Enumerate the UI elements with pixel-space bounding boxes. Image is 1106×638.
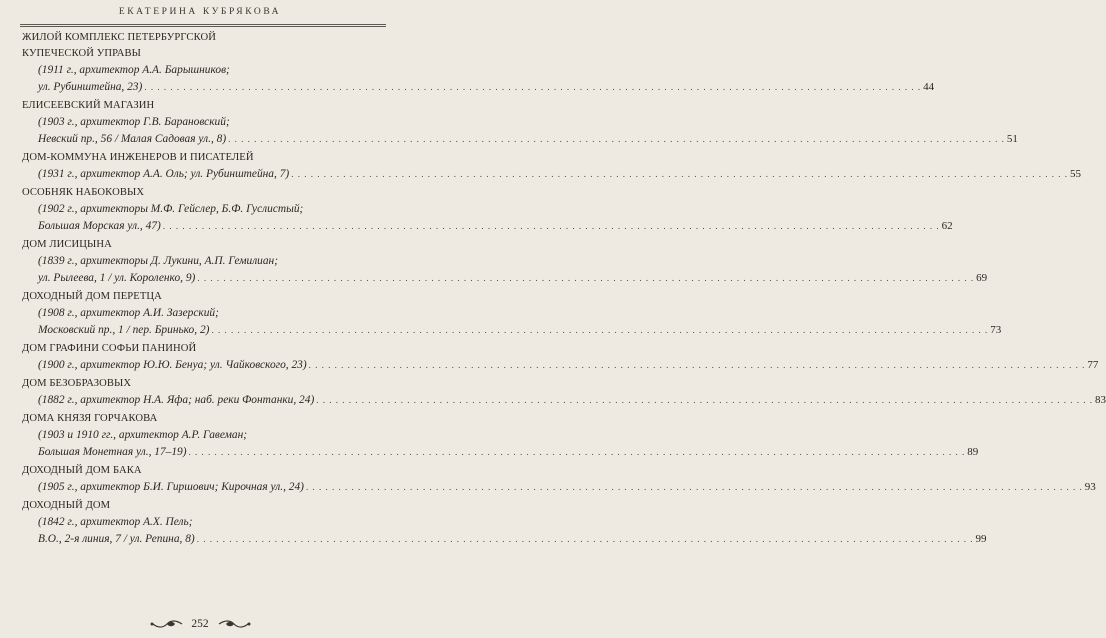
toc-page-number: 73 [990, 324, 1002, 336]
toc-entry [22, 498, 987, 548]
toc-page-number: 55 [1069, 168, 1081, 180]
toc-entry-title [22, 98, 386, 114]
toc-page-number: 62 [941, 220, 953, 232]
title-line: ЖИЛОЙ КОМПЛЕКС ПЕТЕРБУРГСКОЙ [22, 32, 216, 43]
detail-line: Большая Монетная ул., 17–19) [38, 446, 187, 458]
dot-leader: . . . . . . . . . . . . . . . . . . . . . . . . . . . . . . . . . . . . . . . . . . . . . . . . . . . . . . . . . . . . . . . . . . . . . . . . . . . . . . . . . . . . . . . . . . . . . . . . . . . . . . . . . . . . . . . . . . . . . . . . [305, 482, 1083, 492]
dot-leader: . . . . . . . . . . . . . . . . . . . . . . . . . . . . . . . . . . . . . . . . . . . . . . . . . . . . . . . . . . . . . . . . . . . . . . . . . . . . . . . . . . . . . . . . . . . . . . . . . . . . . . . . . . . . . . . . . . . . . . . . [144, 82, 922, 92]
page-number: 252 [191, 618, 209, 631]
toc-entry-details [22, 62, 935, 96]
title-line: КУПЕЧЕСКОЙ УПРАВЫ [22, 48, 141, 59]
toc-entry-title [22, 498, 386, 514]
dot-leader: . . . . . . . . . . . . . . . . . . . . . . . . . . . . . . . . . . . . . . . . . . . . . . . . . . . . . . . . . . . . . . . . . . . . . . . . . . . . . . . . . . . . . . . . . . . . . . . . . . . . . . . . . . . . . . . . . . . . . . . . [188, 447, 966, 457]
title-line: ДОМ ЛИСИЦЫНА [22, 239, 112, 250]
page-footer [0, 618, 400, 630]
toc-entry-title [22, 30, 386, 62]
toc-entry-details [22, 114, 1018, 148]
toc-entry-details [22, 514, 987, 548]
detail-line: (1911 г., архитектор А.А. Барышников; [38, 64, 230, 76]
toc-entry [22, 30, 935, 96]
toc-page-number: 93 [1084, 481, 1096, 493]
detail-line: Московский пр., 1 / пер. Бринько, 2) [38, 324, 210, 336]
detail-line: В.О., 2-я линия, 7 / ул. Репина, 8) [38, 533, 195, 545]
toc-entry-details [22, 166, 1081, 183]
toc-entry-title [22, 150, 386, 166]
toc-entry-title [22, 463, 386, 479]
detail-line: Большая Морская ул., 47) [38, 220, 161, 232]
right-ornament-icon [218, 619, 252, 629]
toc-entry-title [22, 237, 386, 253]
detail-line: (1903 г., архитектор Г.В. Барановский; [38, 116, 230, 128]
toc-entry-title [22, 411, 386, 427]
detail-line: (1900 г., архитектор Ю.Ю. Бенуа; ул. Чайковского, 23) [38, 359, 307, 371]
title-line: ДОМ-КОММУНА ИНЖЕНЕРОВ И ПИСАТЕЛЕЙ [22, 152, 254, 163]
detail-line: Невский пр., 56 / Малая Садовая ул., 8) [38, 133, 227, 145]
detail-line: (1882 г., архитектор Н.А. Яфа; наб. реки Фонтанки, 24) [38, 394, 315, 406]
toc-page-number: 44 [923, 81, 935, 93]
toc-entry-title [22, 341, 386, 357]
dot-leader: . . . . . . . . . . . . . . . . . . . . . . . . . . . . . . . . . . . . . . . . . . . . . . . . . . . . . . . . . . . . . . . . . . . . . . . . . . . . . . . . . . . . . . . . . . . . . . . . . . . . . . . . . . . . . . . . . . . . . . . . [316, 395, 1093, 405]
left-ornament-icon [149, 619, 183, 629]
running-head: ЕКАТЕРИНА КУБРЯКОВА [118, 7, 282, 17]
detail-line: (1905 г., архитектор Б.И. Гиршович; Кирочная ул., 24) [38, 481, 304, 493]
dot-leader: . . . . . . . . . . . . . . . . . . . . . . . . . . . . . . . . . . . . . . . . . . . . . . . . . . . . . . . . . . . . . . . . . . . . . . . . . . . . . . . . . . . . . . . . . . . . . . . . . . . . . . . . . . . . . . . . . . . . . . . . [197, 273, 975, 283]
toc-entry-title [22, 376, 386, 392]
toc-entry-details [22, 357, 1099, 374]
dot-leader: . . . . . . . . . . . . . . . . . . . . . . . . . . . . . . . . . . . . . . . . . . . . . . . . . . . . . . . . . . . . . . . . . . . . . . . . . . . . . . . . . . . . . . . . . . . . . . . . . . . . . . . . . . . . . . . . . . . . . . . . [291, 169, 1068, 179]
detail-line: (1908 г., архитектор А.И. Зазерский; [38, 307, 219, 319]
table-of-contents [22, 30, 1106, 550]
dot-leader: . . . . . . . . . . . . . . . . . . . . . . . . . . . . . . . . . . . . . . . . . . . . . . . . . . . . . . . . . . . . . . . . . . . . . . . . . . . . . . . . . . . . . . . . . . . . . . . . . . . . . . . . . . . . . . . . . . . . . . . . [211, 325, 989, 335]
detail-line: (1931 г., архитектор А.А. Оль; ул. Рубинштейна, 7) [38, 168, 290, 180]
toc-page-number: 99 [975, 533, 987, 545]
detail-line: ул. Рылеева, 1 / ул. Короленко, 9) [38, 272, 196, 284]
title-line: ЕЛИСЕЕВСКИЙ МАГАЗИН [22, 100, 155, 111]
toc-entry [22, 289, 1002, 339]
toc-page-number: 69 [976, 272, 988, 284]
toc-entry-details [22, 392, 1106, 409]
toc-entry [22, 463, 1096, 496]
title-line: ОСОБНЯК НАБОКОВЫХ [22, 187, 145, 198]
title-line: ДОМ БЕЗОБРАЗОВЫХ [22, 378, 132, 389]
detail-line: (1842 г., архитектор А.Х. Пель; [38, 516, 193, 528]
detail-line: (1902 г., архитекторы М.Ф. Гейслер, Б.Ф. Гуслистый; [38, 203, 304, 215]
toc-entry-details [22, 253, 988, 287]
toc-page-number: 77 [1087, 359, 1099, 371]
toc-entry-details [22, 427, 979, 461]
detail-line: (1903 и 1910 гг., архитектор А.Р. Гавеман; [38, 429, 248, 441]
header-double-rule [20, 24, 386, 27]
detail-line: (1839 г., архитекторы Д. Лукини, А.П. Гемилиан; [38, 255, 278, 267]
toc-entry-details [22, 305, 1002, 339]
toc-entry [22, 411, 979, 461]
title-line: ДОМА КНЯЗЯ ГОРЧАКОВА [22, 413, 158, 424]
toc-page-number: 89 [967, 446, 979, 458]
toc-page-number: 83 [1095, 394, 1106, 406]
toc-entry-title [22, 185, 386, 201]
toc-entry [22, 150, 1081, 183]
title-line: ДОМ ГРАФИНИ СОФЬИ ПАНИНОЙ [22, 343, 197, 354]
title-line: ДОХОДНЫЙ ДОМ БАКА [22, 465, 142, 476]
toc-entry-title [22, 289, 386, 305]
title-line: ДОХОДНЫЙ ДОМ ПЕРЕТЦА [22, 291, 162, 302]
toc-entry-details [22, 201, 953, 235]
dot-leader: . . . . . . . . . . . . . . . . . . . . . . . . . . . . . . . . . . . . . . . . . . . . . . . . . . . . . . . . . . . . . . . . . . . . . . . . . . . . . . . . . . . . . . . . . . . . . . . . . . . . . . . . . . . . . . . . . . . . . . . . [228, 134, 1005, 144]
title-line: ДОХОДНЫЙ ДОМ [22, 500, 111, 511]
toc-entry-details [22, 479, 1096, 496]
toc-entry [22, 98, 1018, 148]
toc-page-number: 51 [1006, 133, 1018, 145]
toc-entry [22, 237, 988, 287]
dot-leader: . . . . . . . . . . . . . . . . . . . . . . . . . . . . . . . . . . . . . . . . . . . . . . . . . . . . . . . . . . . . . . . . . . . . . . . . . . . . . . . . . . . . . . . . . . . . . . . . . . . . . . . . . . . . . . . . . . . . . . . . [308, 360, 1086, 370]
toc-entry [22, 185, 953, 235]
toc-entry [22, 341, 1099, 374]
detail-line: ул. Рубинштейна, 23) [38, 81, 143, 93]
dot-leader: . . . . . . . . . . . . . . . . . . . . . . . . . . . . . . . . . . . . . . . . . . . . . . . . . . . . . . . . . . . . . . . . . . . . . . . . . . . . . . . . . . . . . . . . . . . . . . . . . . . . . . . . . . . . . . . . . . . . . . . . [162, 221, 940, 231]
toc-entry [22, 376, 1106, 409]
dot-leader: . . . . . . . . . . . . . . . . . . . . . . . . . . . . . . . . . . . . . . . . . . . . . . . . . . . . . . . . . . . . . . . . . . . . . . . . . . . . . . . . . . . . . . . . . . . . . . . . . . . . . . . . . . . . . . . . . . . . . . . . [196, 534, 974, 544]
